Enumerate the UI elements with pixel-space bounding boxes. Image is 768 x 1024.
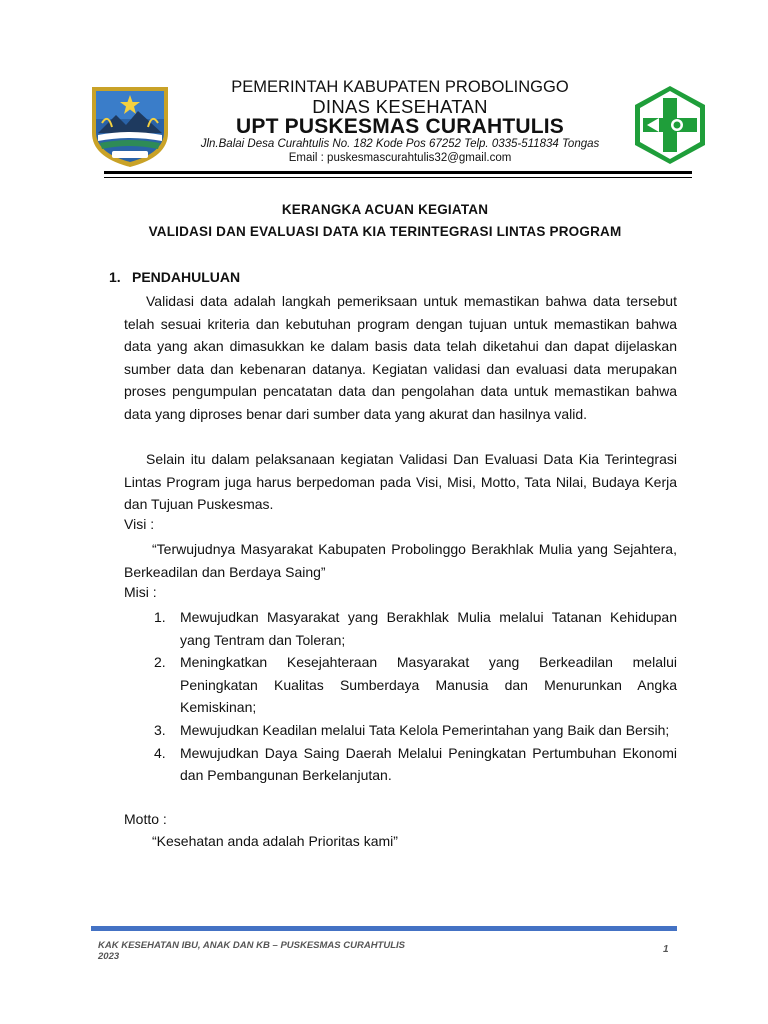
letterhead-rule-thin bbox=[104, 177, 692, 178]
letterhead-email: Email : puskesmascurahtulis32@gmail.com bbox=[288, 152, 512, 164]
footer-caption bbox=[98, 940, 405, 962]
footer-line-1: KAK KESEHATAN IBU, ANAK DAN KB – PUSKESMAS CURAHTULIS bbox=[98, 940, 406, 951]
misi-label: Misi : bbox=[124, 584, 157, 600]
list-item-number: 2. bbox=[154, 654, 166, 671]
list-item-text: Mewujudkan Masyarakat yang Berakhlak Mulia melalui Tatanan Kehidupan yang Tentram dan Toleran; bbox=[180, 609, 677, 648]
misi-list bbox=[124, 606, 677, 787]
regency-emblem-icon bbox=[88, 83, 172, 169]
motto-text: “Kesehatan anda adalah Prioritas kami” bbox=[152, 833, 398, 849]
letterhead-address: Jln.Balai Desa Curahtulis No. 182 Kode Pos 67252 Telp. 0335-511834 Tongas bbox=[200, 138, 600, 150]
document-subtitle: VALIDASI DAN EVALUASI DATA KIA TERINTEGRASI LINTAS PROGRAM bbox=[148, 224, 622, 239]
list-item bbox=[124, 651, 677, 719]
list-item bbox=[124, 719, 677, 742]
list-item-text: Mewujudkan Daya Saing Daerah Melalui Peningkatan Pertumbuhan Ekonomi dan Pembangunan Berkelanjutan. bbox=[180, 744, 677, 784]
intro-paragraph: Validasi data adalah langkah pemeriksaan untuk memastikan bahwa data tersebut telah sesuai kriteria dan kebutuhan program dengan tujuan untuk memastikan bahwa data yang akan dimasukkan ke dalam basis data telah diketahui dan dapat dijelaskan sumber data dan kebenaran datanya. Kegiatan validasi dan evaluasi data merupakan proses pengumpulan pencatatan data dan pengolahan data untuk memastikan bahwa data yang diproses benar dari sumber data yang akurat dan hasilnya valid. bbox=[124, 293, 677, 422]
list-item bbox=[124, 742, 677, 787]
list-item-text: Meningkatkan Kesejahteraan Masyarakat yang Berkeadilan melalui Peningkatan Kualitas Sumberdaya Manusia dan Menurunkan Angka Kemiskinan; bbox=[180, 654, 677, 716]
list-item-number: 4. bbox=[154, 744, 166, 761]
footer-line-2: 2023 bbox=[98, 951, 120, 962]
motto-label: Motto : bbox=[124, 811, 167, 827]
section-title: PENDAHULUAN bbox=[132, 269, 241, 285]
letterhead-government: PEMERINTAH KABUPATEN PROBOLINGGO bbox=[231, 78, 569, 96]
document-title: KERANGKA ACUAN KEGIATAN bbox=[281, 202, 489, 217]
list-item-text: Mewujudkan Keadilan melalui Tata Kelola Pemerintahan yang Baik dan Bersih; bbox=[180, 721, 670, 738]
letterhead-agency: DINAS KESEHATAN bbox=[312, 96, 488, 117]
letterhead-rule-thick bbox=[104, 171, 692, 174]
list-item-number: 3. bbox=[154, 721, 166, 738]
guidance-paragraph: Selain itu dalam pelaksanaan kegiatan Validasi Dan Evaluasi Data Kia Terintegrasi Lintas Program juga harus berpedoman pada Visi, Misi, Motto, Tata Nilai, Budaya Kerja dan Tujuan Puskesmas. bbox=[124, 451, 677, 513]
puskesmas-cross-icon bbox=[629, 84, 711, 166]
footer-rule bbox=[91, 926, 677, 931]
visi-text: “Terwujudnya Masyarakat Kabupaten Probolinggo Berakhlak Mulia yang Sejahtera, Berkeadilan dan Berdaya Saing” bbox=[124, 541, 677, 580]
section-number: 1. bbox=[109, 269, 121, 285]
list-item-number: 1. bbox=[154, 609, 166, 625]
visi-label: Visi : bbox=[124, 516, 155, 532]
list-item bbox=[124, 606, 677, 651]
letterhead-unit: UPT PUSKESMAS CURAHTULIS bbox=[236, 115, 564, 138]
page-number: 1 bbox=[663, 944, 669, 955]
